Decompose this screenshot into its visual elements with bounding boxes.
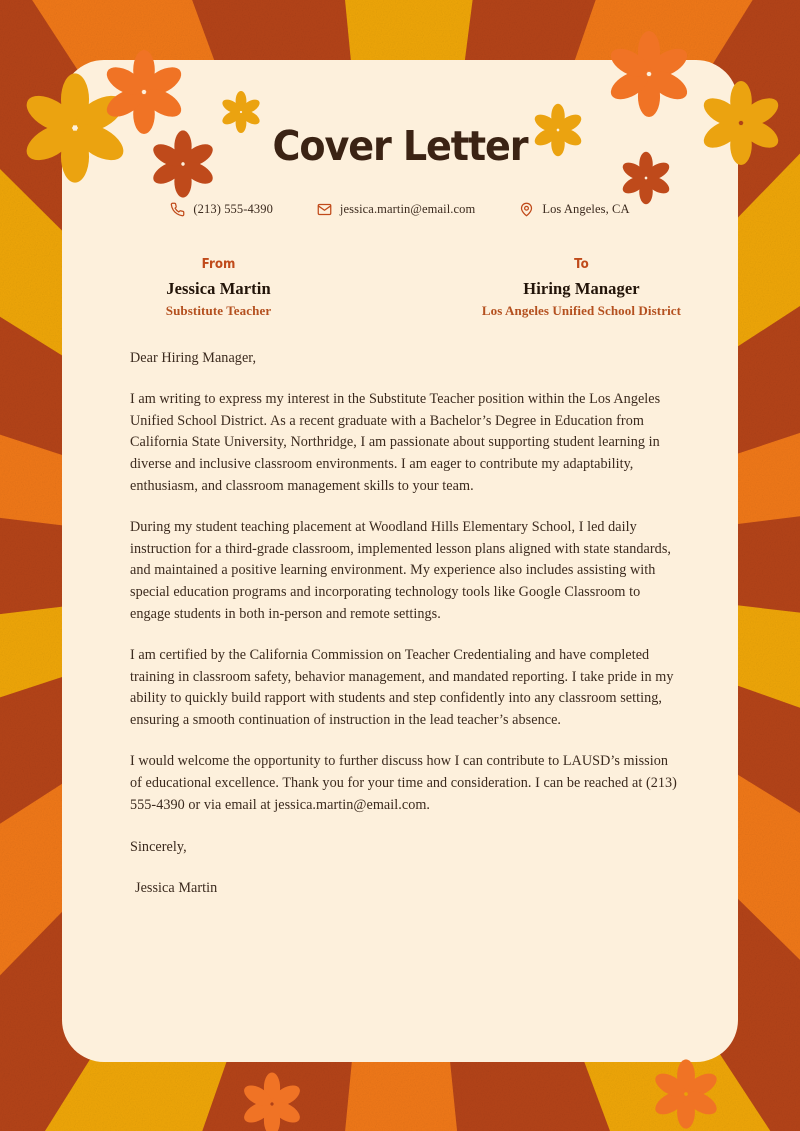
to-block — [401, 256, 738, 319]
to-label: To — [574, 256, 589, 272]
from-to-block — [62, 256, 738, 319]
contact-email-text: jessica.martin@email.com — [339, 202, 476, 216]
envelope-icon — [317, 202, 332, 217]
contact-location-text: Los Angeles, CA — [542, 202, 630, 216]
signature-name: Jessica Martin — [135, 880, 218, 897]
from-block — [62, 256, 401, 319]
to-subtitle: Los Angeles Unified School District — [481, 303, 682, 318]
contact-phone-text: (213) 555-4390 — [193, 202, 273, 216]
closing-line: Sincerely, — [130, 839, 187, 856]
from-subtitle: Substitute Teacher — [165, 303, 272, 318]
from-label: From — [201, 256, 236, 272]
letter-body — [130, 348, 680, 900]
body-paragraph: I am certified by the California Commission on Teacher Credentialing and have completed training in classroom safety, behavior management, and mandated reporting. I take pride in my ability to quickly build rapport with students and step confidently into any classroom setting, ensuring a smooth continuation of instruction in the lead teacher’s absence. — [130, 646, 674, 729]
salutation: Dear Hiring Manager, — [130, 350, 257, 366]
phone-icon — [170, 202, 185, 217]
contact-row — [62, 202, 738, 217]
body-paragraph: I am writing to express my interest in the Substitute Teacher position within the Los Angeles Unified School District. As a recent graduate with a Bachelor’s Degree in Education from California State University, Northridge, I am passionate about supporting student learning in diverse and inclusive classroom environments. I am eager to contribute my adaptability, enthusiasm, and classroom management skills to your team. — [130, 390, 661, 494]
body-paragraph: During my student teaching placement at Woodland Hills Elementary School, I led daily instruction for a third-grade classroom, implemented lesson plans aligned with state standards, and maintained a positive learning environment. My experience also includes assisting with special education programs and incorporating technology tools like Google Classroom to engage students in both in-person and remote settings. — [130, 518, 671, 622]
letter-content — [62, 60, 738, 1062]
contact-email[interactable] — [317, 202, 475, 217]
map-pin-icon — [519, 202, 534, 217]
to-name: Hiring Manager — [523, 279, 640, 298]
page-title: Cover Letter — [272, 122, 528, 170]
contact-phone[interactable] — [170, 202, 273, 217]
contact-location[interactable] — [519, 202, 629, 217]
body-paragraph: I would welcome the opportunity to further discuss how I can contribute to LAUSD’s mission of educational excellence. Thank you for your time and consideration. I can be reached at (213) 555-4390 or via email at jessica.martin@email.com. — [130, 752, 677, 813]
from-name: Jessica Martin — [166, 279, 271, 298]
